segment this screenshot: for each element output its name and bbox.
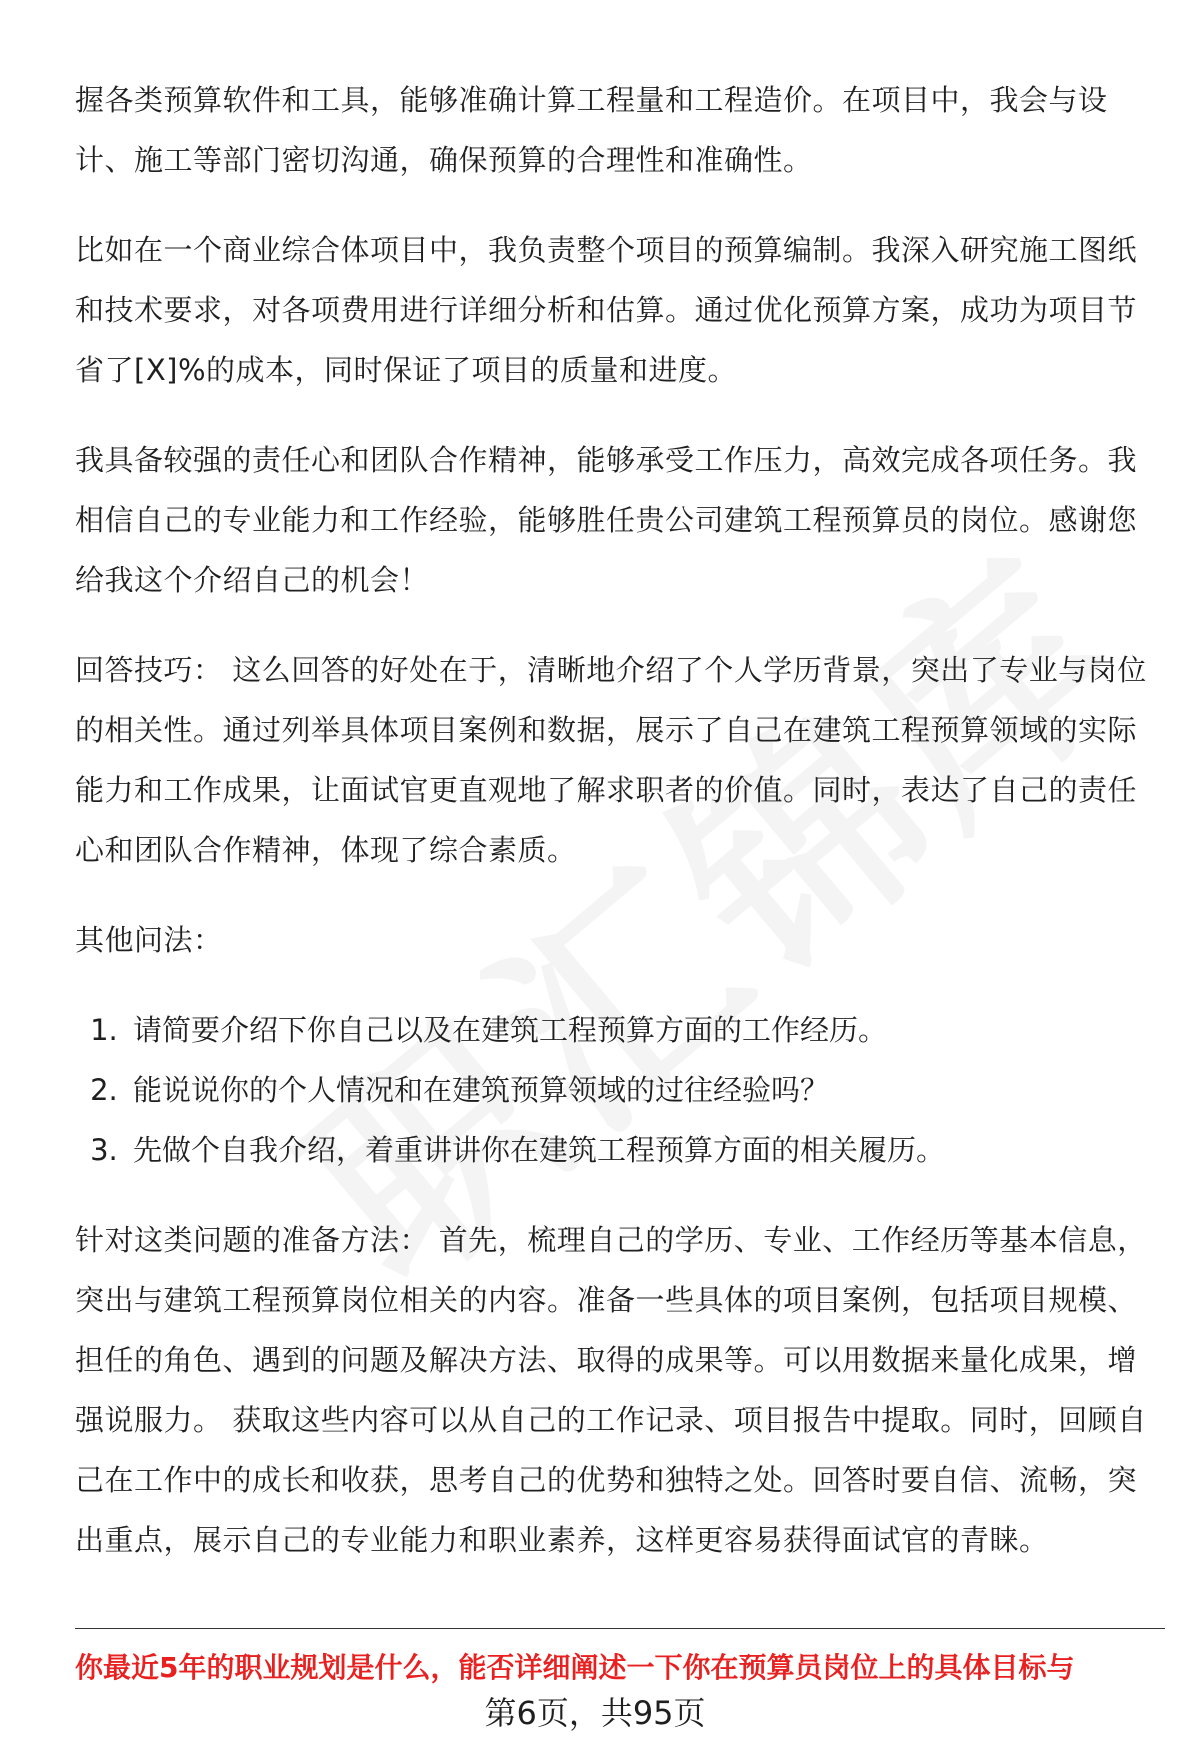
list-item: 2. 能说说你的个人情况和在建筑预算领域的过往经验吗？ [127, 1060, 1165, 1120]
paragraph-preparation: 针对这类问题的准备方法： 首先，梳理自己的学历、专业、工作经历等基本信息，突出与建筑工程预算岗位相关的内容。准备一些具体的项目案例，包括项目规模、担任的角色、遇到的问题及解决方法、取得的成果等。可以用数据来量化成果，增强说服力。 获取这些内容可以从自己的工作记录、项目报告中提取。同时，回顾自己在工作中的成长和收获，思考自己的优势和独特之处。回答时要自信、流畅，突出重点，展示自己的专业能力和职业素养，这样更容易获得面试官的青睐。 [75, 1223, 1147, 1557]
document-body [75, 70, 1165, 1600]
paragraph-answer-tips: 回答技巧： 这么回答的好处在于，清晰地介绍了个人学历背景，突出了专业与岗位的相关性。通过列举具体项目案例和数据，展示了自己在建筑工程预算领域的实际能力和工作成果，让面试官更直观地了解求职者的价值。同时，表达了自己的责任心和团队合作精神，体现了综合素质。 [75, 653, 1147, 867]
other-questions-list [75, 1000, 1165, 1180]
next-question-heading: 你最近5年的职业规划是什么，能否详细阐述一下你在预算员岗位上的具体目标与 [75, 1651, 1075, 1684]
paragraph-other-questions-heading: 其他问法： [75, 923, 223, 957]
list-item: 3. 先做个自我介绍，着重讲讲你在建筑工程预算方面的相关履历。 [127, 1120, 1165, 1180]
section-divider [75, 1628, 1165, 1629]
list-item: 1. 请简要介绍下你自己以及在建筑工程预算方面的工作经历。 [127, 1000, 1165, 1060]
paragraph-project-example: 比如在一个商业综合体项目中，我负责整个项目的预算编制。我深入研究施工图纸和技术要求，对各项费用进行详细分析和估算。通过优化预算方案，成功为项目节省了[X]%的成本，同时保证了项目的质量和进度。 [75, 233, 1138, 387]
paragraph-skills: 握各类预算软件和工具，能够准确计算工程量和工程造价。在项目中，我会与设计、施工等部门密切沟通，确保预算的合理性和准确性。 [75, 83, 1108, 177]
page-number: 第6页，共95页 [484, 1694, 706, 1732]
paragraph-closing: 我具备较强的责任心和团队合作精神，能够承受工作压力，高效完成各项任务。我相信自己的专业能力和工作经验，能够胜任贵公司建筑工程预算员的岗位。感谢您给我这个介绍自己的机会！ [75, 443, 1138, 597]
